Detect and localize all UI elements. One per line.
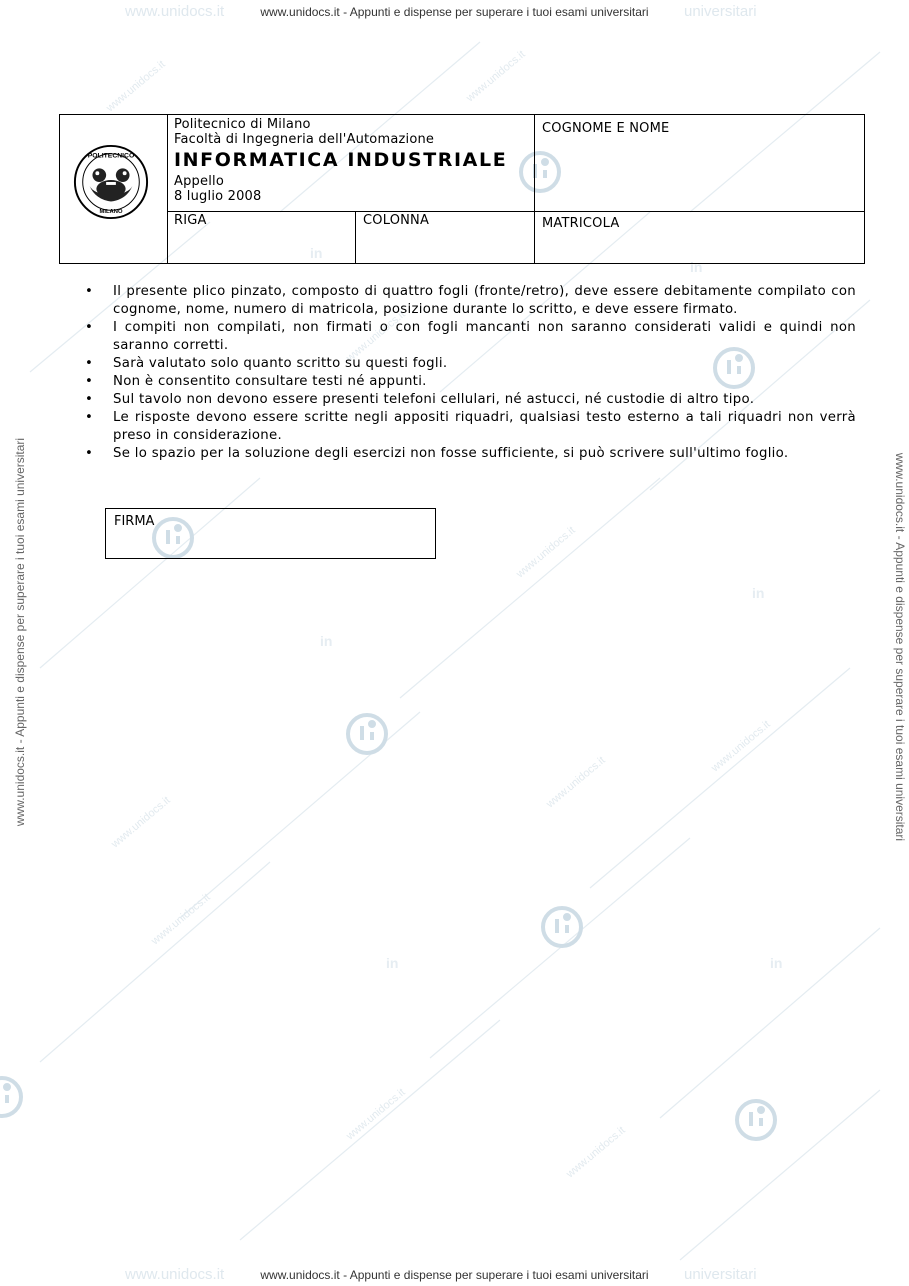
watermark-left: www.unidocs.it - Appunti e dispense per superare i tuoi esami universitari [13,437,27,827]
rule-text: Sul tavolo non devono essere presenti telefoni cellulari, né astucci, né custodie di altro tipo. [113,392,755,407]
bullet: • [85,320,94,335]
svg-text:in: in [310,245,323,261]
watermark-bottom: www.unidocs.it - Appunti e dispense per superare i tuoi esami universitari [260,1268,649,1282]
svg-text:www.unidocs.it: www.unidocs.it [464,48,528,105]
exam-date: 8 luglio 2008 [174,189,262,204]
rule-item [85,373,856,391]
bullet: • [85,392,94,407]
logo-text-top: POLITECNICO [87,152,135,160]
rule-item [85,391,856,409]
svg-text:www.unidocs.it: www.unidocs.it [104,58,168,115]
rule-item [85,355,856,373]
svg-text:www.unidocs.it: www.unidocs.it [149,891,213,948]
svg-text:www.unidocs.it: www.unidocs.it [109,794,173,851]
course-info-cell [167,115,535,212]
svg-text:www.unidocs.it: www.unidocs.it [514,524,578,581]
colonna-field[interactable] [356,212,535,263]
watermark-top: www.unidocs.it - Appunti e dispense per superare i tuoi esami universitari [260,5,649,19]
colonna-label: COLONNA [363,213,430,228]
svg-text:www.unidocs.it: www.unidocs.it [544,754,608,811]
signature-label: FIRMA [114,514,155,529]
cognome-nome-field[interactable] [535,115,864,212]
rule-item [85,409,856,445]
rule-text: Non è consentito consultare testi né appunti. [113,374,427,389]
course-title: INFORMATICA INDUSTRIALE [174,149,508,171]
riga-field[interactable] [167,212,356,263]
bullet: • [85,410,94,425]
svg-text:in: in [690,259,703,275]
watermark-ghost-right-bottom: universitari [684,1266,757,1283]
faculty-name: Facoltà di Ingegneria dell'Automazione [174,132,435,147]
rule-text: Le risposte devono essere scritte negli appositi riquadri, qualsiasi testo esterno a tali riquadri non verrà preso in considerazione. [113,410,856,443]
logo-text-bottom: MILANO [99,209,123,216]
rule-text: Sarà valutato solo quanto scritto su questi fogli. [113,356,448,371]
svg-text:www.unidocs.it: www.unidocs.it [709,718,773,775]
svg-text:in: in [386,955,399,971]
matricola-field[interactable] [535,212,864,263]
matricola-label: MATRICOLA [542,216,620,231]
watermark-ghost-left-bottom: www.unidocs.it [125,1266,225,1283]
exam-rules-list [85,283,856,463]
watermark-ghost-left: www.unidocs.it [125,3,225,20]
signature-field[interactable] [105,508,436,559]
svg-text:www.unidocs.it: www.unidocs.it [344,308,408,365]
bullet: • [85,284,94,299]
rule-text: Se lo spazio per la soluzione degli esercizi non fosse sufficiente, si può scrivere sull'ultimo foglio. [113,446,789,461]
logo-cell [60,115,168,263]
watermark-right: www.unidocs.it - Appunti e dispense per superare i tuoi esami universitari [893,452,907,842]
bullet: • [85,374,94,389]
svg-text:in: in [320,633,333,649]
cognome-nome-label: COGNOME E NOME [542,121,670,136]
svg-text:www.unidocs.it: www.unidocs.it [344,1086,408,1143]
watermark-ghost-right: universitari [684,3,757,20]
exam-header-table [59,114,865,264]
rule-item [85,283,856,319]
rule-item [85,319,856,355]
rule-item [85,445,856,463]
bullet: • [85,356,94,371]
riga-label: RIGA [174,213,207,228]
svg-text:in: in [752,585,765,601]
svg-text:in: in [770,955,783,971]
svg-text:www.unidocs.it: www.unidocs.it [564,1124,628,1181]
university-name: Politecnico di Milano [174,117,311,132]
exam-type: Appello [174,174,224,189]
politecnico-seal-icon [72,143,150,221]
bullet: • [85,446,94,461]
rule-text: Il presente plico pinzato, composto di quattro fogli (fronte/retro), deve essere debitamente compilato con cognome, nome, numero di matricola, posizione durante lo scritto, e deve essere firmato. [113,284,856,317]
rule-text: I compiti non compilati, non firmati o con fogli mancanti non saranno considerati validi e quindi non saranno corretti. [113,320,856,353]
